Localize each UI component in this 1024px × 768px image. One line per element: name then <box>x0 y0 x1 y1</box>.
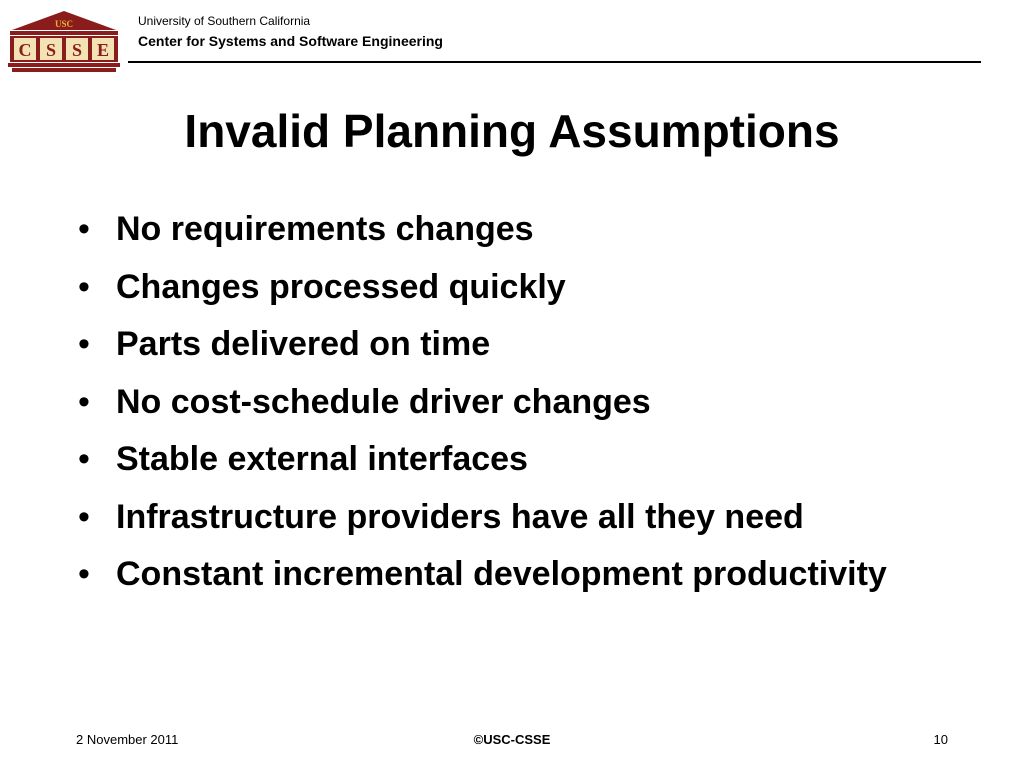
bullet-marker: • <box>78 325 90 363</box>
header-divider <box>128 61 981 63</box>
bullet-marker: • <box>78 210 90 248</box>
bullet-marker: • <box>78 440 90 478</box>
university-name: University of Southern California <box>138 14 311 28</box>
bullet-text: Infrastructure providers have all they need <box>116 497 804 536</box>
slide-title: Invalid Planning Assumptions <box>184 105 840 157</box>
bullet-text: Parts delivered on time <box>116 325 491 363</box>
bullet-list <box>76 206 976 609</box>
center-name: Center for Systems and Software Engineering <box>138 33 443 49</box>
bullet-text: Stable external interfaces <box>116 440 528 478</box>
logo-base-step <box>12 68 116 72</box>
bullet-text: Constant incremental development productivity <box>116 555 887 593</box>
bullet-marker: • <box>78 555 90 593</box>
bullet-text: No requirements changes <box>116 210 534 248</box>
bullet-item <box>76 494 976 540</box>
logo-letter-e: E <box>96 40 110 60</box>
logo-letter-s: S <box>45 40 57 60</box>
bullet-text: Changes processed quickly <box>116 267 566 306</box>
logo-base-step <box>8 63 120 67</box>
usc-csse-logo <box>8 10 120 74</box>
bullet-marker: • <box>78 382 90 421</box>
bullet-marker: • <box>78 267 90 306</box>
footer-copyright: ©USC-CSSE <box>473 732 551 747</box>
bullet-item <box>76 206 976 252</box>
logo-beam <box>10 31 118 35</box>
bullet-item <box>76 264 976 310</box>
logo-letter-c: C <box>18 40 32 60</box>
bullet-item <box>76 436 976 482</box>
bullet-text: No cost-schedule driver changes <box>116 382 651 421</box>
bullet-marker: • <box>78 497 90 536</box>
bullet-item <box>76 551 976 597</box>
footer-date: 2 November 2011 <box>76 732 179 747</box>
logo-usc-text: USC <box>54 19 74 29</box>
logo-letter-s: S <box>71 40 83 60</box>
bullet-item <box>76 321 976 367</box>
page-number: 10 <box>933 732 948 747</box>
bullet-item <box>76 379 976 425</box>
